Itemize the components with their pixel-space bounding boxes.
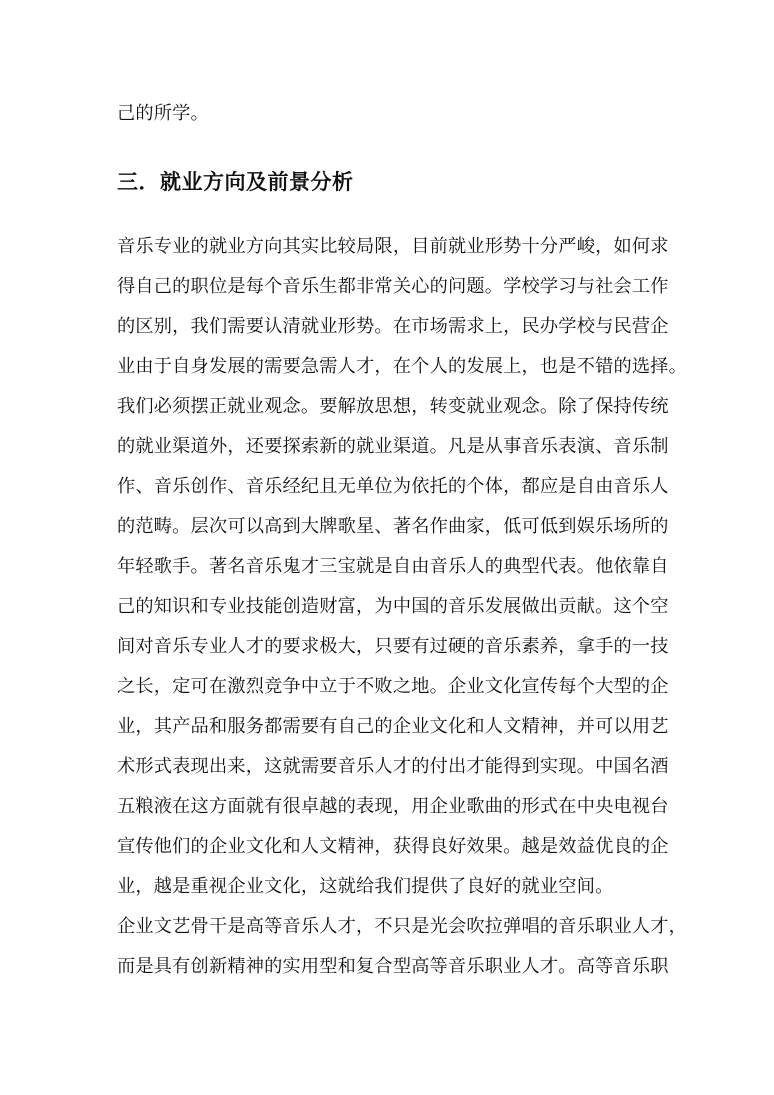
paragraph-line: 业，其产品和服务都需要有自己的企业文化和人文精神，并可以用艺 — [117, 716, 669, 737]
paragraph-line: 音乐专业的就业方向其实比较局限，目前就业形势十分严峻，如何求 — [117, 236, 669, 257]
paragraph-line: 得自己的职位是每个音乐生都非常关心的问题。学校学习与社会工作 — [117, 276, 669, 297]
paragraph-line: 之长，定可在激烈竞争中立于不败之地。企业文化宣传每个大型的企 — [117, 676, 669, 697]
paragraph-line: 的范畴。层次可以高到大牌歌星、著名作曲家，低可低到娱乐场所的 — [117, 516, 669, 537]
section-heading: 三．就业方向及前景分析 — [117, 170, 354, 194]
paragraph-line: 间对音乐专业人才的要求极大，只要有过硬的音乐素养，拿手的一技 — [117, 636, 669, 657]
paragraph-line: 我们必须摆正就业观念。要解放思想，转变就业观念。除了保持传统 — [117, 396, 669, 417]
paragraph-line: 术形式表现出来，这就需要音乐人才的付出才能得到实现。中国名酒 — [117, 756, 669, 777]
paragraph-line: 作、音乐创作、音乐经纪且无单位为依托的个体，都应是自由音乐人 — [117, 476, 669, 497]
paragraph-line: 的区别，我们需要认清就业形势。在市场需求上，民办学校与民营企 — [117, 316, 669, 337]
paragraph-line: 宣传他们的企业文化和人文精神，获得良好效果。越是效益优良的企 — [117, 836, 669, 857]
paragraph-line: 企业文艺骨干是高等音乐人才，不只是光会吹拉弹唱的音乐职业人才， — [117, 916, 688, 937]
paragraph-line: 业由于自身发展的需要急需人才，在个人的发展上，也是不错的选择。 — [117, 356, 688, 377]
paragraph-line: 的就业渠道外，还要探索新的就业渠道。凡是从事音乐表演、音乐制 — [117, 436, 669, 457]
paragraph-line: 年轻歌手。著名音乐鬼才三宝就是自由音乐人的典型代表。他依靠自 — [117, 556, 669, 577]
continuation-line: 己的所学。 — [117, 103, 209, 124]
paragraph-line: 业，越是重视企业文化，这就给我们提供了良好的就业空间。 — [117, 876, 614, 897]
paragraph-line: 而是具有创新精神的实用型和复合型高等音乐职业人才。高等音乐职 — [117, 956, 669, 977]
paragraph-line: 五粮液在这方面就有很卓越的表现，用企业歌曲的形式在中央电视台 — [117, 796, 669, 817]
paragraph-line: 己的知识和专业技能创造财富，为中国的音乐发展做出贡献。这个空 — [117, 596, 669, 617]
